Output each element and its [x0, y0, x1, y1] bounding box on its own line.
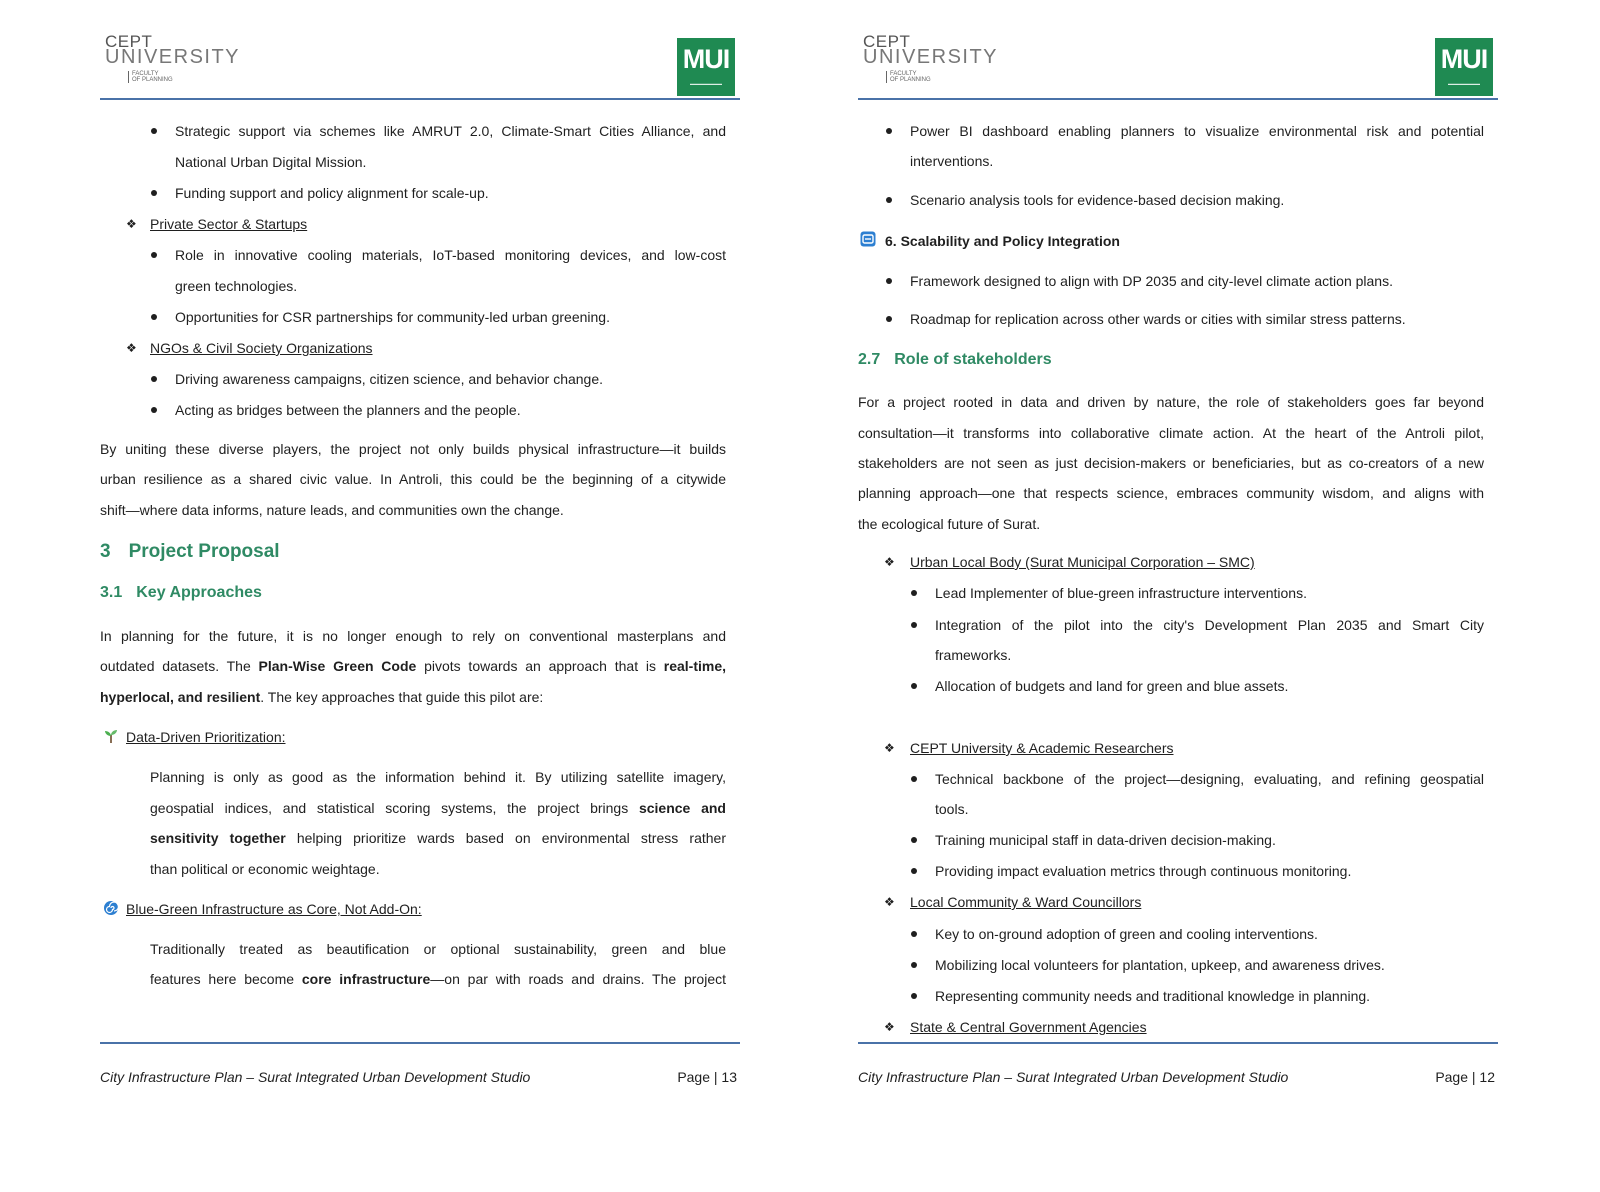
diamond-bullet-icon: ❖ — [884, 895, 895, 909]
header-rule — [100, 98, 740, 100]
paragraph-line: In planning for the future, it is no longer enough to rely on conventional masterplans and — [100, 628, 726, 644]
approach-title-data-driven: Data-Driven Prioritization: — [126, 729, 286, 745]
subheading-scalability: 6. Scalability and Policy Integration — [885, 233, 1120, 249]
paragraph-line: the ecological future of Surat. — [858, 516, 1041, 532]
bullet-item-cont: interventions. — [910, 153, 994, 169]
diamond-bullet-icon: ❖ — [884, 1020, 895, 1034]
bullet-item: Mobilizing local volunteers for plantation, upkeep, and awareness drives. — [935, 957, 1385, 973]
bullet-item: Scenario analysis tools for evidence-based decision making. — [910, 192, 1285, 208]
paragraph-line: geospatial indices, and statistical scoring systems, the project brings science and — [150, 800, 726, 816]
mui-logo: MUI ▬▬▬▬▬▬▬▬ — [1435, 38, 1493, 96]
bullet-item: Acting as bridges between the planners and the people. — [175, 402, 521, 418]
subheading-private-sector: Private Sector & Startups — [150, 216, 308, 232]
footer-page-number: Page | 12 — [1435, 1069, 1495, 1085]
bullet-item: Integration of the pilot into the city's Development Plan 2035 and Smart City — [935, 617, 1484, 633]
paragraph-line: urban resilience as a shared civic value. In Antroli, this could be the beginning of a citywide — [100, 471, 726, 487]
paragraph-line: consultation—it transforms into collaborative climate action. At the heart of the Antroli pilot, — [858, 425, 1484, 441]
bullet-item: Roadmap for replication across other wards or cities with similar stress patterns. — [910, 311, 1406, 327]
bullet-item-cont: National Urban Digital Mission. — [175, 154, 367, 170]
footer-page-number: Page | 13 — [677, 1069, 737, 1085]
bullet-item: Strategic support via schemes like AMRUT 2.0, Climate-Smart Cities Alliance, and — [175, 123, 726, 139]
footer-rule — [858, 1042, 1498, 1044]
paragraph-line: Planning is only as good as the information behind it. By utilizing satellite imagery, — [150, 769, 726, 785]
paragraph-line: Traditionally treated as beautification or optional sustainability, green and blue — [150, 941, 726, 957]
subheading-state-central: State & Central Government Agencies — [910, 1019, 1147, 1035]
bullet-item: Framework designed to align with DP 2035 and city-level climate action plans. — [910, 273, 1393, 289]
subsection-heading: 2.7 Role of stakeholders — [858, 351, 1052, 368]
logo-faculty: FACULTY OF PLANNING — [886, 71, 931, 83]
header-rule — [858, 98, 1498, 100]
approach-title-blue-green: Blue-Green Infrastructure as Core, Not Add-On: — [126, 901, 422, 917]
diamond-bullet-icon: ❖ — [884, 555, 895, 569]
diamond-bullet-icon: ❖ — [126, 341, 137, 355]
info-square-icon — [860, 231, 876, 247]
logo-text: UNIVERSITY — [863, 46, 999, 68]
logo-faculty: FACULTY OF PLANNING — [128, 71, 173, 83]
logo-text: UNIVERSITY — [105, 46, 241, 68]
footer-title: City Infrastructure Plan – Surat Integrated Urban Development Studio — [100, 1069, 531, 1085]
bullet-item: Providing impact evaluation metrics through continuous monitoring. — [935, 863, 1352, 879]
paragraph-line: planning approach—one that respects science, embraces community wisdom, and aligns with — [858, 485, 1484, 501]
bullet-item: Role in innovative cooling materials, IoT-based monitoring devices, and low-cost — [175, 247, 726, 263]
subsection-heading: 3.1 Key Approaches — [100, 584, 262, 601]
bullet-item: Funding support and policy alignment for scale-up. — [175, 185, 489, 201]
bullet-item-cont: green technologies. — [175, 278, 298, 294]
subheading-ngos: NGOs & Civil Society Organizations — [150, 340, 373, 356]
paragraph-line: outdated datasets. The Plan-Wise Green Code pivots towards an approach that is real-time, — [100, 658, 726, 674]
logo-text: CEPT — [863, 32, 911, 51]
spiral-icon — [103, 900, 119, 916]
cept-university-logo — [105, 32, 241, 86]
bullet-item: Lead Implementer of blue-green infrastructure interventions. — [935, 585, 1307, 601]
bullet-item: Power BI dashboard enabling planners to visualize environmental risk and potential — [910, 123, 1484, 139]
bullet-item: Opportunities for CSR partnerships for community-led urban greening. — [175, 309, 610, 325]
bullet-item: Representing community needs and traditional knowledge in planning. — [935, 988, 1371, 1004]
subheading-cept: CEPT University & Academic Researchers — [910, 740, 1174, 756]
paragraph-line: stakeholders are not seen as just decision-makers or beneficiaries, but as co-creators of a new — [858, 455, 1484, 471]
bullet-item-cont: frameworks. — [935, 647, 1012, 663]
mui-logo: MUI ▬▬▬▬▬▬▬▬ — [677, 38, 735, 96]
logo-text: CEPT — [105, 32, 153, 51]
section-heading: 3 Project Proposal — [100, 541, 280, 562]
bullet-item-cont: tools. — [935, 801, 969, 817]
paragraph-line: For a project rooted in data and driven by nature, the role of stakeholders goes far beyond — [858, 394, 1484, 410]
bullet-item: Allocation of budgets and land for green and blue assets. — [935, 678, 1289, 694]
bullet-item: Technical backbone of the project—designing, evaluating, and refining geospatial — [935, 771, 1484, 787]
subheading-ulb: Urban Local Body (Surat Municipal Corporation – SMC) — [910, 554, 1255, 570]
subheading-local-community: Local Community & Ward Councillors — [910, 894, 1142, 910]
bullet-item: Driving awareness campaigns, citizen science, and behavior change. — [175, 371, 604, 387]
page-13 — [100, 0, 740, 1192]
page-12 — [858, 0, 1498, 1192]
footer-rule — [100, 1042, 740, 1044]
footer-title: City Infrastructure Plan – Surat Integrated Urban Development Studio — [858, 1069, 1289, 1085]
paragraph-line: than political or economic weightage. — [150, 861, 380, 877]
paragraph-line: sensitivity together helping prioritize wards based on environmental stress rather — [150, 830, 726, 846]
seedling-icon — [103, 728, 119, 744]
paragraph-line: shift—where data informs, nature leads, and communities own the change. — [100, 502, 564, 518]
diamond-bullet-icon: ❖ — [884, 741, 895, 755]
cept-university-logo — [863, 32, 999, 86]
bullet-item: Key to on-ground adoption of green and cooling interventions. — [935, 926, 1318, 942]
paragraph-line: hyperlocal, and resilient. The key approaches that guide this pilot are: — [100, 689, 544, 705]
bullet-item: Training municipal staff in data-driven decision-making. — [935, 832, 1276, 848]
diamond-bullet-icon: ❖ — [126, 217, 137, 231]
paragraph-line: features here become core infrastructure—on par with roads and drains. The project — [150, 971, 727, 987]
paragraph-line: By uniting these diverse players, the project not only builds physical infrastructure—it builds — [100, 441, 726, 457]
